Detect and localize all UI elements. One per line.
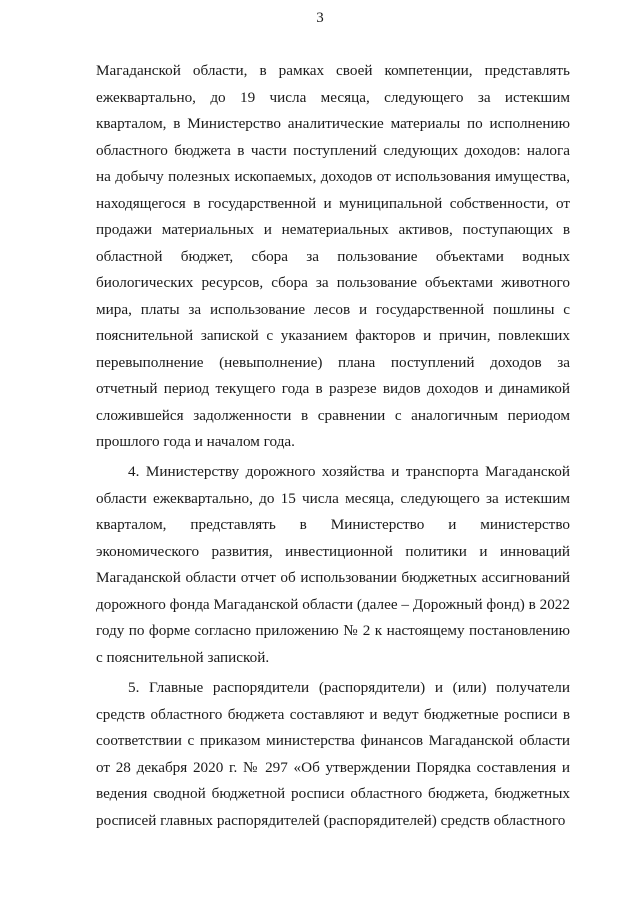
page-number: 3 bbox=[316, 10, 324, 26]
paragraph-continuation: Магаданской области, в рамках своей компетенции, представлять ежеквартально, до 19 числа месяца, следующего за истекшим кварталом, в Министерство аналитические материалы по исполнению областного бюджета в части поступлений следующих доходов: налога на добычу полезных ископаемых, доходов от использования имущества, находящегося в государственной и муниципальной собственности, от продажи материальных и нематериальных активов, поступающих в областной бюджет, сбора за пользование объектами водных биологических ресурсов, сбора за пользование объектами животного мира, платы за использование лесов и государственной пошлины с пояснительной запиской с указанием факторов и причин, повлекших перевыполнение (невыполнение) плана поступлений доходов за отчетный период текущего года в разрезе видов доходов и динамикой сложившейся задолженности в сравнении с аналогичным периодом прошлого года и началом года. bbox=[96, 62, 570, 450]
paragraph-item-5: 5. Главные распорядители (распорядители) и (или) получатели средств областного бюджета составляют и ведут бюджетные росписи в соответствии с приказом министерства финансов Магаданской области от 28 декабря 2020 г. № 297 «Об утверждении Порядка составления и ведения сводной бюджетной росписи областного бюджета, бюджетных росписей главных распорядителей (распорядителей) средств областного bbox=[96, 679, 570, 829]
paragraph-item-4: 4. Министерству дорожного хозяйства и транспорта Магаданской области ежеквартально, до 15 числа месяца, следующего за истекшим кварталом, представлять в Министерство и министерство экономического развития, инвестиционной политики и инноваций Магаданской области отчет об использовании бюджетных ассигнований дорожного фонда Магаданской области (далее – Дорожный фонд) в 2022 году по форме согласно приложению № 2 к настоящему постановлению с пояснительной запиской. bbox=[96, 463, 570, 666]
